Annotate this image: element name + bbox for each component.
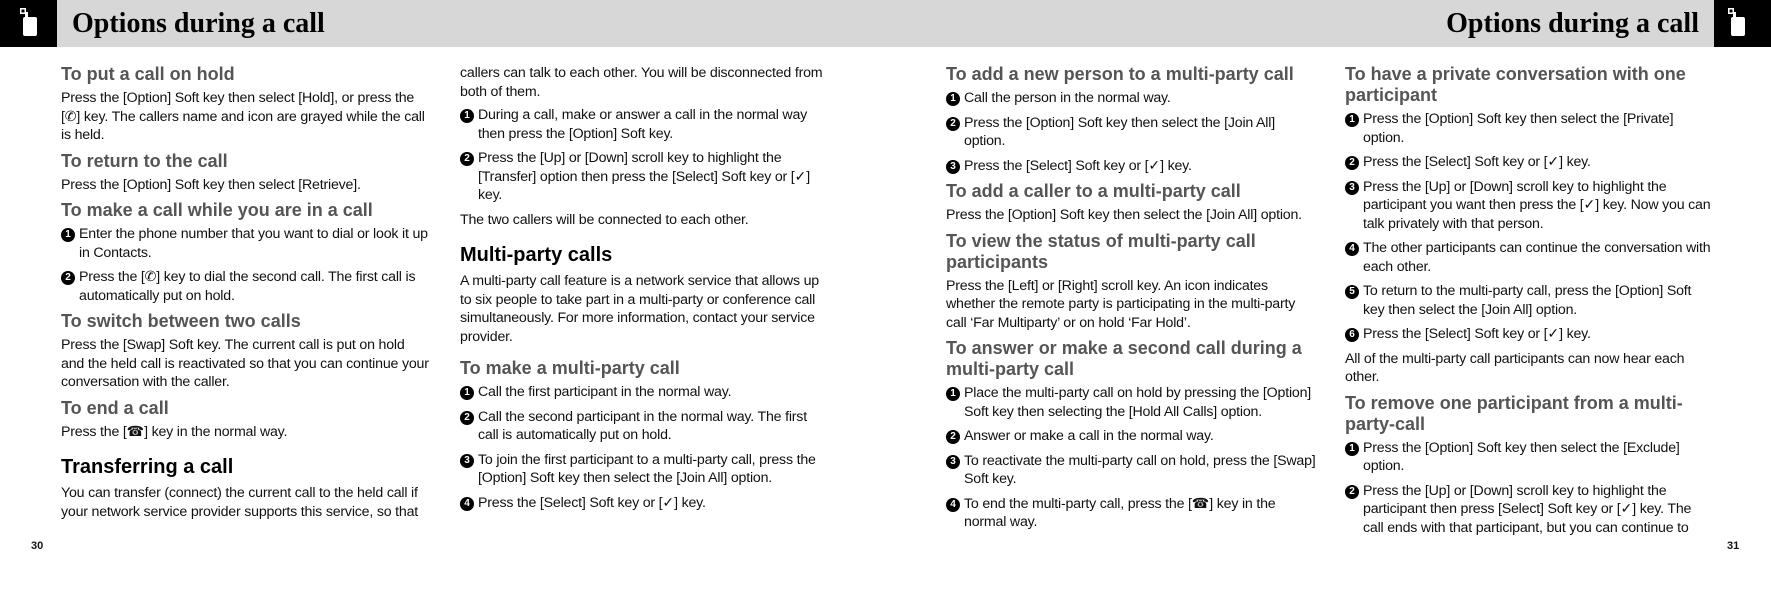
list-item: 3 To reactivate the multi-party call on hold, press the [Swap] Soft key. [946, 452, 1316, 489]
header-tab-right [1714, 0, 1771, 47]
list-item: 1 Press the [Option] Soft key then select the [Exclude] option. [1345, 439, 1715, 476]
section-heading: To remove one participant from a multi-party-call [1345, 392, 1683, 434]
numbered-circle-icon: 1 [460, 386, 474, 400]
section-body: Press the [☎] key in the normal way. [61, 423, 288, 440]
column-3 [946, 64, 1316, 538]
list-item: 4 Press the [Select] Soft key or [✓] key. [460, 494, 830, 513]
section-body: Press the [Left] or [Right] scroll key. An icon indicates whether the remote party is participating in the multi-party call ‘Far Multiparty’ or on hold ‘Far Hold’. [946, 277, 1296, 331]
numbered-circle-icon: 2 [946, 117, 960, 131]
numbered-circle-icon: 1 [1345, 442, 1359, 456]
section-body: Press the [Option] Soft key then select the [Join All] option. [946, 207, 1302, 223]
section-heading: To return to the call [61, 150, 228, 171]
section-body: The two callers will be connected to each other. [460, 211, 749, 228]
section-heading: To answer or make a second call during a multi-party call [946, 338, 1302, 379]
numbered-circle-icon: 4 [460, 497, 474, 511]
section-body: All of the multi-party call participants can now hear each other. [1345, 350, 1685, 385]
section-body: Press the [Option] Soft key then select [Hold], or press the [✆] key. The callers name and icon are grayed while the call is held. [61, 90, 425, 143]
page-number-right: 31 [1727, 540, 1740, 552]
list-item: 1 Call the first participant in the normal way. [460, 383, 830, 402]
section-heading: To add a caller to a multi-party call [946, 181, 1241, 201]
column-1 [61, 64, 431, 527]
section-heading-major: Multi-party calls [460, 244, 613, 266]
section-add-caller [946, 181, 1316, 225]
section-add-person [946, 64, 1316, 175]
numbered-circle-icon: 6 [1345, 328, 1359, 342]
list-item: 1 During a call, make or answer a call in the normal way then press the [Option] Soft key. [460, 106, 830, 143]
section-body: Press the [Option] Soft key then select [Retrieve]. [61, 176, 361, 193]
header-tab-left [0, 0, 57, 47]
column-2 [460, 64, 830, 518]
section-view-status [946, 231, 1316, 333]
list-item: 2 Call the second participant in the normal way. The first call is automatically put on hold. [460, 408, 830, 445]
numbered-circle-icon: 3 [460, 454, 474, 468]
section-switch [61, 311, 431, 392]
phone-handset-icon [20, 8, 40, 38]
section-heading: To switch between two calls [61, 311, 301, 331]
list-item: 5 To return to the multi-party call, press the [Option] Soft key then select the [Join All] option. [1345, 282, 1715, 319]
numbered-circle-icon: 3 [1345, 181, 1359, 195]
section-heading: To add a new person to a multi-party call [946, 64, 1294, 84]
numbered-circle-icon: 2 [1345, 485, 1359, 499]
page-number-left: 30 [31, 540, 44, 552]
numbered-circle-icon: 2 [1345, 156, 1359, 170]
section-heading: To make a call while you are in a call [61, 200, 373, 220]
list-item: 2 Press the [Select] Soft key or [✓] key. [1345, 153, 1715, 172]
section-heading: To make a multi-party call [460, 358, 680, 378]
list-item: 2 Answer or make a call in the normal way. [946, 427, 1316, 446]
header-left [0, 0, 885, 47]
numbered-circle-icon: 4 [1345, 242, 1359, 256]
list-item: 1 Enter the phone number that you want to dial or look it up in Contacts. [61, 225, 431, 262]
section-second-during-multi [946, 338, 1316, 532]
page-title-left: Options during a call [72, 7, 325, 39]
numbered-circle-icon: 1 [460, 109, 474, 123]
section-heading: To end a call [61, 397, 169, 418]
list-item: 3 Press the [Up] or [Down] scroll key to highlight the participant you want then press the [✓] key. Now you can talk privately with that person. [1345, 178, 1715, 234]
section-remove [1345, 393, 1715, 538]
section-heading-major: Transferring a call [61, 456, 234, 478]
list-item: 2 Press the [✆] key to dial the second call. The first call is automatically put on hold. [61, 268, 431, 305]
section-transfer [61, 455, 431, 521]
numbered-circle-icon: 1 [61, 228, 75, 242]
list-item: 3 Press the [Select] Soft key or [✓] key. [946, 157, 1316, 176]
section-body: A multi-party call feature is a network service that allows up to six people to take part in a multi-party or conference call simultaneously. For more information, contact your service provider. [460, 273, 819, 345]
numbered-circle-icon: 4 [946, 498, 960, 512]
continued-text: callers can talk to each other. You will be disconnected from both of them. [460, 65, 823, 100]
numbered-circle-icon: 1 [1345, 113, 1359, 127]
list-item: 2 Press the [Up] or [Down] scroll key to highlight the [Transfer] option then press the [Select] Soft key or [✓] key. [460, 149, 830, 205]
numbered-circle-icon: 3 [946, 455, 960, 469]
list-item: 6 Press the [Select] Soft key or [✓] key. [1345, 325, 1715, 344]
numbered-circle-icon: 2 [460, 411, 474, 425]
phone-handset-icon [1728, 8, 1748, 38]
numbered-circle-icon: 2 [946, 430, 960, 444]
list-item: 1 Place the multi-party call on hold by pressing the [Option] Soft key then selecting the [Hold All Calls] option. [946, 384, 1316, 421]
numbered-circle-icon: 3 [946, 160, 960, 174]
section-return [61, 151, 431, 195]
numbered-circle-icon: 2 [460, 152, 474, 166]
section-hold [61, 64, 431, 145]
list-item: 1 Press the [Option] Soft key then select the [Private] option. [1345, 110, 1715, 147]
column-4 [1345, 64, 1715, 543]
list-item: 2 Press the [Option] Soft key then select the [Join All] option. [946, 114, 1316, 151]
list-item: 2 Press the [Up] or [Down] scroll key to highlight the participant then press [Select] Soft key or [✓] key. The call ends with that participant, but you can continue to [1345, 482, 1715, 538]
section-end [61, 398, 431, 442]
page-title-right: Options during a call [1446, 7, 1699, 39]
section-heading: To have a private conversation with one participant [1345, 64, 1686, 105]
section-body: You can transfer (connect) the current call to the held call if your network service provider supports this service, so that [61, 485, 419, 520]
list-item: 4 To end the multi-party call, press the [☎] key in the normal way. [946, 495, 1316, 532]
section-private [1345, 64, 1715, 387]
section-heading: To put a call on hold [61, 64, 235, 84]
list-item: 4 The other participants can continue the conversation with each other. [1345, 239, 1715, 276]
numbered-circle-icon: 1 [946, 92, 960, 106]
section-heading: To view the status of multi-party call participants [946, 230, 1256, 272]
numbered-circle-icon: 1 [946, 387, 960, 401]
section-body: Press the [Swap] Soft key. The current call is put on hold and the held call is reactivated so that you can continue your conversation with the caller. [61, 337, 429, 390]
section-second-call [61, 200, 431, 305]
numbered-circle-icon: 5 [1345, 285, 1359, 299]
header-right [885, 0, 1771, 47]
numbered-circle-icon: 2 [61, 271, 75, 285]
list-item: 3 To join the first participant to a multi-party call, press the [Option] Soft key then select the [Join All] option. [460, 451, 830, 488]
list-item: 1 Call the person in the normal way. [946, 89, 1316, 108]
